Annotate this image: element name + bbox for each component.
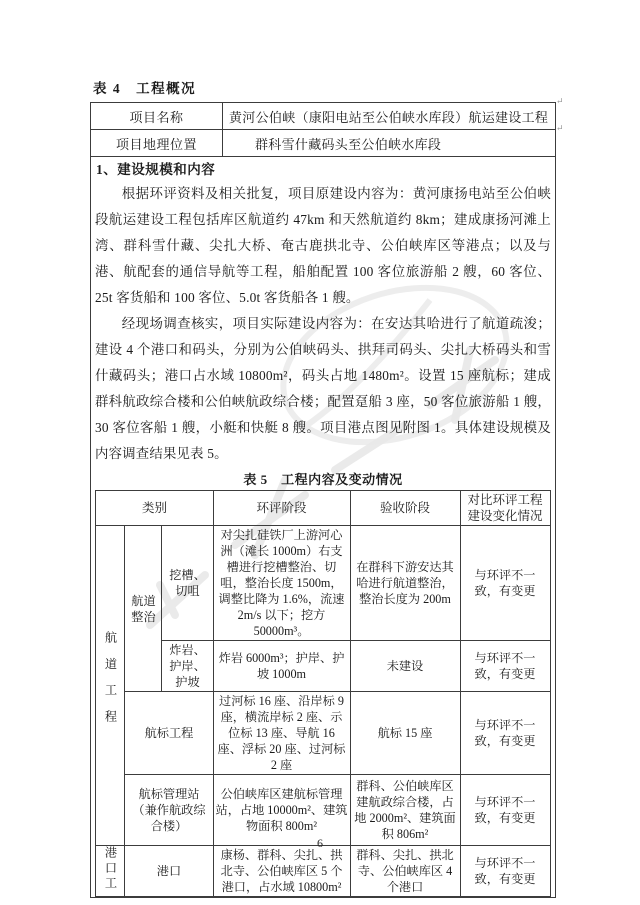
group-waterway-works bbox=[96, 526, 125, 846]
eia-cell: 公伯峡库区建航标管理站，占地 10000m²、建筑物面积 800m² bbox=[213, 775, 350, 846]
project-location-label: 项目地理位置 bbox=[91, 130, 223, 157]
paragraph-original-content: 根据环评资料及相关批复，项目原建设内容为：黄河康扬电站至公伯峡段航运建设工程包括库区航道约 47km 和天然航道约 8km；建成康扬河滩上湾、群科雪什藏、尖扎大桥、奄古鹿拱北寺、公伯峡库区等港点；以及与港、航配套的通信导航等工程，船舶配置 100 客位旅游船 2 艘，60 客位、25t 客货船和 100 客位、5.0t 客货船各 1 艘。 bbox=[95, 186, 551, 305]
comparison-cell: 与环评不一致，有变更 bbox=[460, 846, 550, 897]
page-number: 6 bbox=[317, 836, 323, 850]
table-row bbox=[96, 526, 550, 641]
sub-port: 港口 bbox=[125, 846, 213, 897]
acceptance-cell: 航标 15 座 bbox=[350, 692, 460, 775]
project-name-label: 项目名称 bbox=[91, 103, 223, 130]
acceptance-cell: 未建设 bbox=[350, 641, 460, 692]
construction-content-cell bbox=[91, 157, 556, 898]
header-category: 类别 bbox=[96, 491, 213, 526]
project-name-row bbox=[91, 103, 556, 130]
project-location-value: 群科雪什藏码头至公伯峡水库段 bbox=[223, 130, 556, 157]
eia-cell: 过河标 16 座、沿岸标 9 座，横流岸标 2 座、示位标 13 座、导航 16 座、浮标 20 座、过河标 2 座 bbox=[213, 692, 350, 775]
sub-dredging: 挖槽、切咀 bbox=[162, 526, 213, 641]
content-row bbox=[91, 157, 556, 898]
sub-mark-station: 航标管理站（兼作航政综合楼） bbox=[125, 775, 213, 846]
eia-cell: 对尖扎硅铁厂上游河心洲（滩长 1000m）右支槽进行挖槽整治、切咀，整治长度 1500m，调整比降为 1.6%，流速 2m/s 以下；挖方 50000m³。 bbox=[213, 526, 350, 641]
table-row bbox=[96, 846, 550, 897]
project-overview-table bbox=[90, 102, 556, 898]
paragraph-actual-content: 经现场调查核实，项目实际建设内容为：在安达其哈进行了航道疏浚；建设 4 个港口和码头，分别为公伯峡码头、拱拜司码头、尖扎大桥码头和雪什藏码头；港口占水域 10800m²，码头占地 1480m²。设置 15 座航标；建成群科航政综合楼和公伯峡航政综合楼；配置趸船 3 座，50 客位旅游船 1 艘，30 客位客船 1 艘，小艇和快艇 8 艘。项目港点图见附图 1。具体建设规模及内容调查结果见表 5。 bbox=[95, 316, 551, 461]
sub-blasting: 炸岩、护岸、护坡 bbox=[162, 641, 213, 692]
header-eia-stage: 环评阶段 bbox=[213, 491, 350, 526]
group-port-label: 港口工 bbox=[103, 846, 118, 892]
group-waterway-label: 航道工程 bbox=[103, 631, 118, 736]
acceptance-cell: 在群科下游安达其哈进行航道整治，整治长度为 200m bbox=[350, 526, 460, 641]
table5-caption: 表 5 工程内容及变动情况 bbox=[243, 472, 403, 487]
sub-navigation-marks: 航标工程 bbox=[125, 692, 213, 775]
eia-cell: 炸岩 6000m³；护岸、护坡 1000m bbox=[213, 641, 350, 692]
comparison-cell: 与环评不一致，有变更 bbox=[460, 641, 550, 692]
project-location-row bbox=[91, 130, 556, 157]
acceptance-cell: 群科、公伯峡库区建航政综合楼，占地 2000m²、建筑面积 806m² bbox=[350, 775, 460, 846]
table4-caption: 表 4 工程概况 bbox=[93, 81, 197, 96]
table-row bbox=[96, 641, 550, 692]
group-port-works bbox=[96, 846, 125, 897]
line-break-mark: ↵ bbox=[556, 123, 564, 133]
comparison-cell: 与环评不一致，有变更 bbox=[460, 692, 550, 775]
table-row bbox=[96, 692, 550, 775]
header-acceptance-stage: 验收阶段 bbox=[350, 491, 460, 526]
header-comparison: 对比环评工程建设变化情况 bbox=[460, 491, 550, 526]
line-break-mark: ↵ bbox=[556, 96, 564, 106]
table-row bbox=[96, 775, 550, 846]
acceptance-cell: 群科、尖扎、拱北寺、公伯峡库区 4 个港口 bbox=[350, 846, 460, 897]
section-heading: 1、建设规模和内容 bbox=[96, 162, 216, 177]
sub-channel-regulation: 航道整治 bbox=[125, 526, 162, 692]
eia-cell: 康杨、群科、尖扎、拱北寺、公伯峡库区 5 个港口，占水域 10800m² bbox=[213, 846, 350, 897]
comparison-cell: 与环评不一致，有变更 bbox=[460, 526, 550, 641]
project-name-value: 黄河公伯峡（康阳电站至公伯峡水库段）航运建设工程 bbox=[223, 103, 556, 130]
table5-header-row bbox=[96, 491, 550, 526]
comparison-cell: 与环评不一致，有变更 bbox=[460, 775, 550, 846]
